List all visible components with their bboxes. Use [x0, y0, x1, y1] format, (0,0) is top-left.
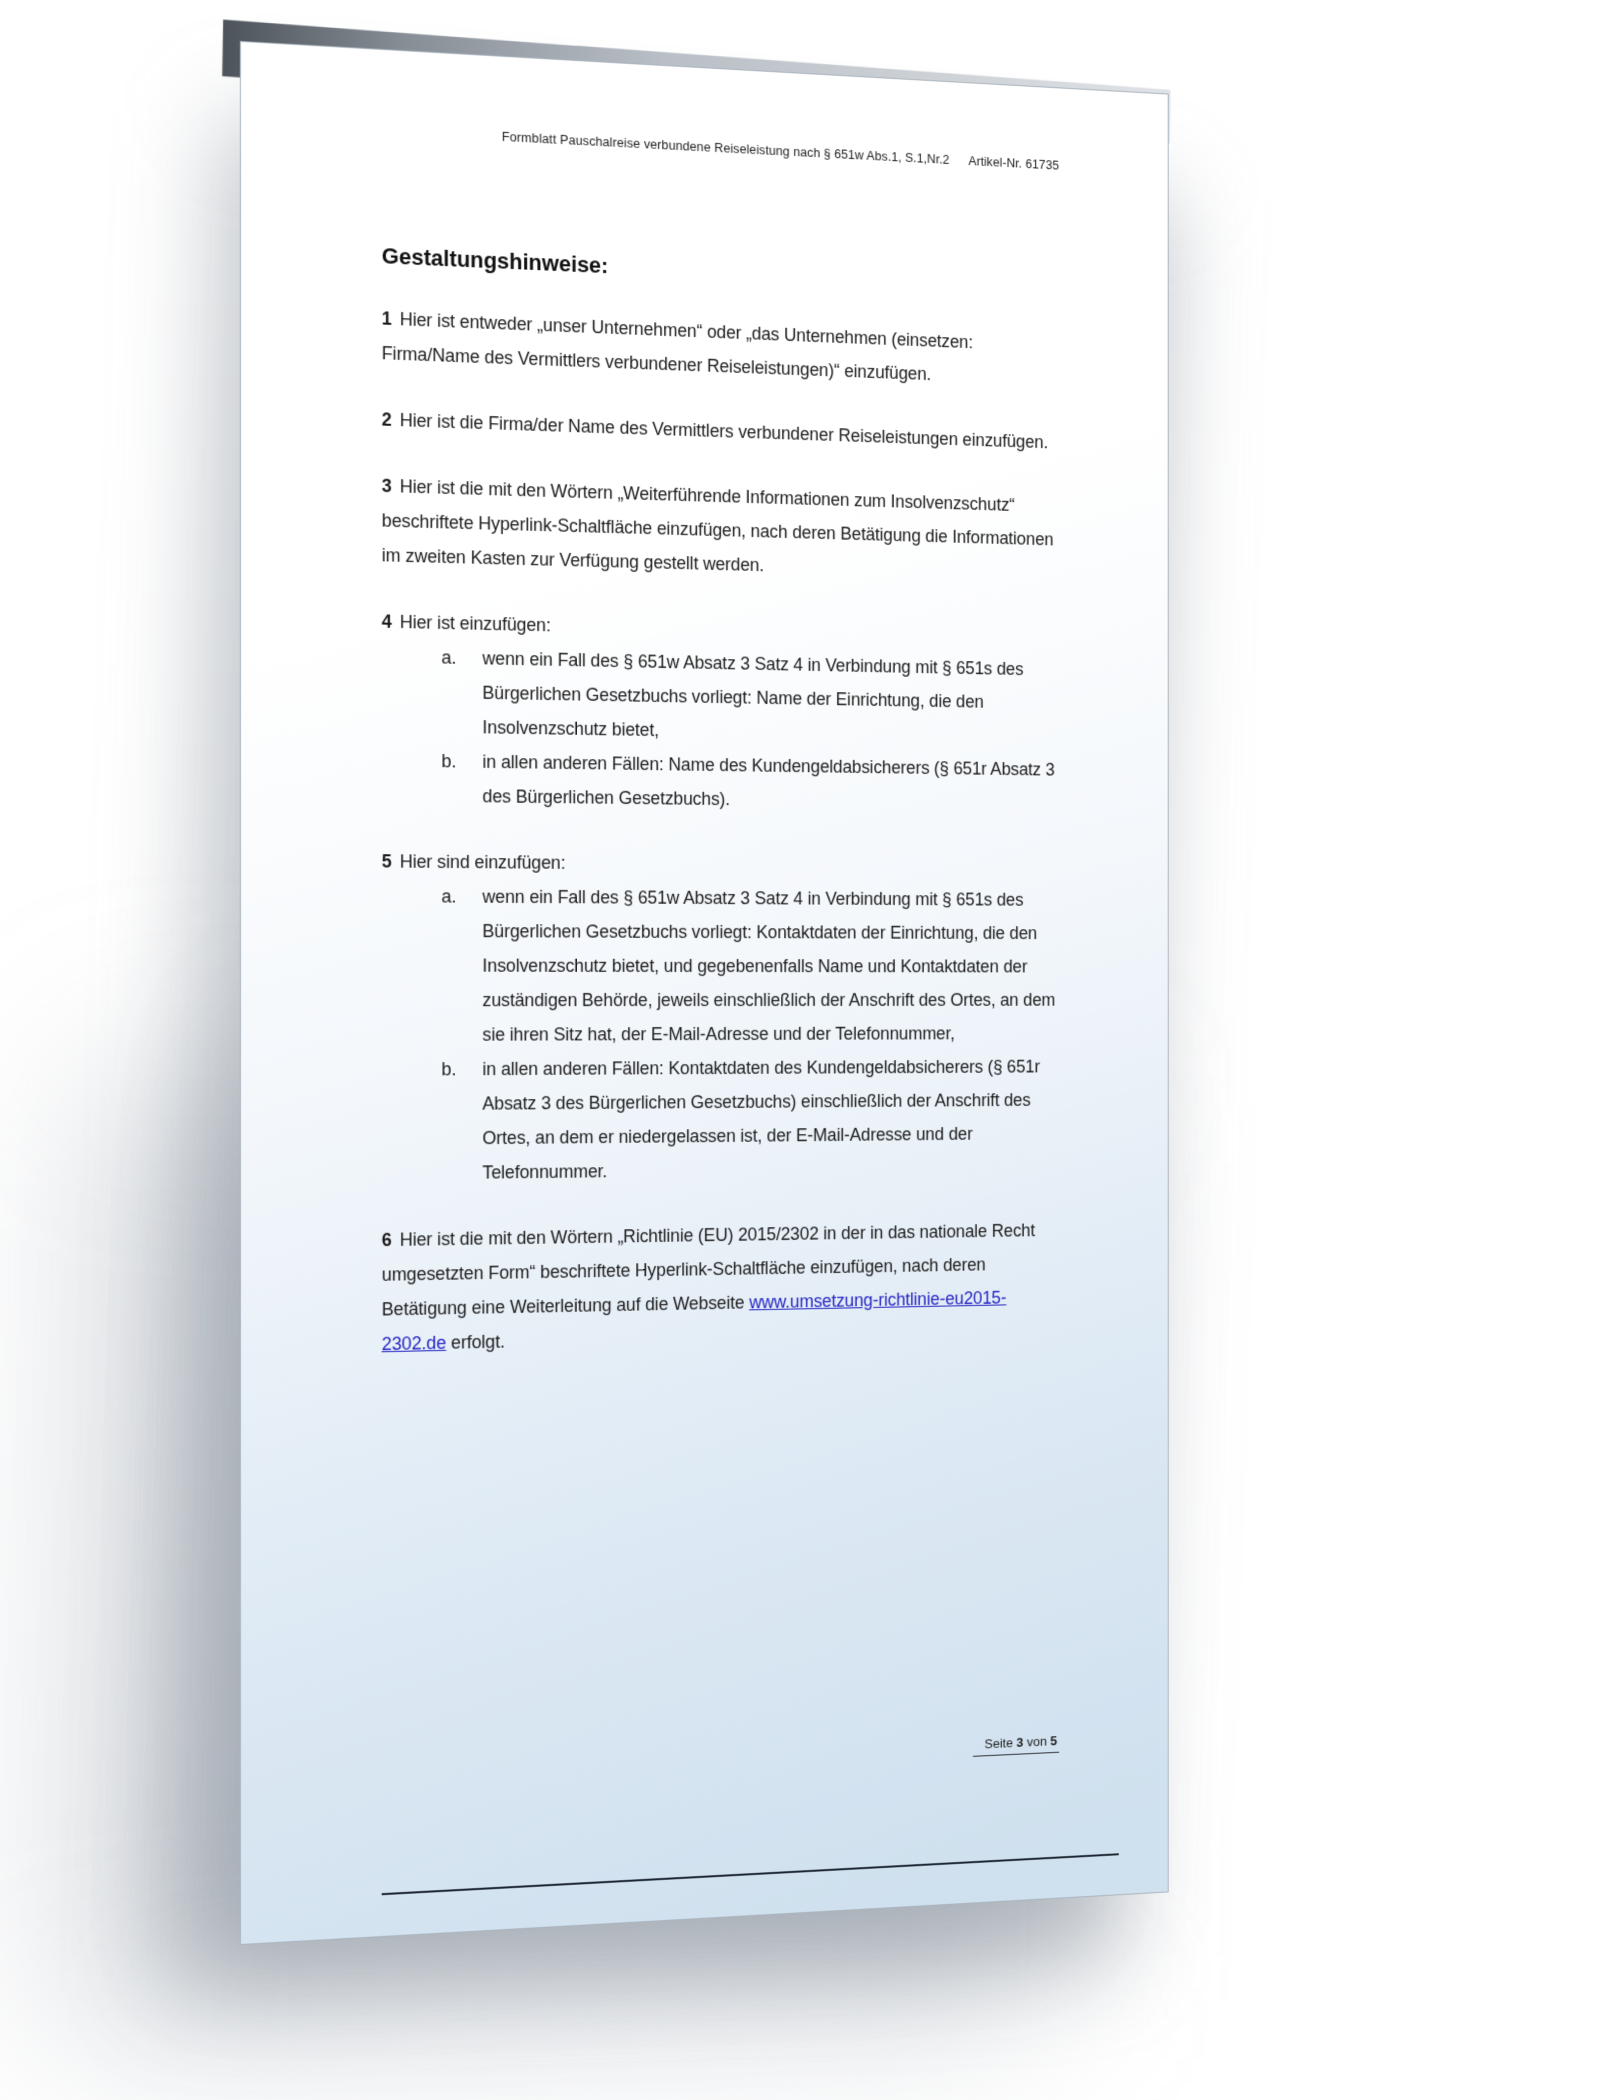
- document-scene: [240, 41, 1169, 1945]
- note-3-text: Hier ist die mit den Wörtern „Weiterführende Informationen zum Insolvenzschutz“ beschriftete Hyperlink-Schaltfläche einzufügen, nach deren Betätigung die Informationen im zweiten Kasten zur Verfügung gestellt werden.: [381, 476, 1054, 576]
- list-item: [441, 879, 1059, 1052]
- current-page-number: 3: [1016, 1734, 1024, 1750]
- note-5-number: 5: [381, 851, 392, 872]
- note-5: [382, 844, 1059, 1191]
- document-page: [240, 41, 1169, 1945]
- note-6-text-after-link: erfolgt.: [451, 1331, 505, 1353]
- note-5-sublist: [382, 879, 1059, 1191]
- note-3: [382, 468, 1059, 589]
- note-6-number: 6: [381, 1229, 392, 1251]
- list-item-marker: b.: [441, 750, 457, 772]
- note-4-number: 4: [381, 611, 392, 632]
- document-header: [382, 123, 1059, 172]
- footer-rule: [382, 1853, 1119, 1895]
- form-reference: Formblatt Pauschalreise verbundene Reiseleistung nach § 651w Abs.1, S.1,Nr.2: [501, 129, 950, 167]
- note-5-intro: [382, 844, 1059, 883]
- list-item-marker: a.: [441, 647, 457, 668]
- note-1-number: 1: [381, 308, 392, 329]
- list-item-marker: a.: [441, 886, 457, 907]
- footer: [973, 1733, 1059, 1757]
- note-4: [382, 604, 1059, 820]
- note-4-text: Hier ist einzufügen:: [399, 611, 551, 636]
- note-2-number: 2: [381, 409, 392, 430]
- list-item-marker: b.: [441, 1059, 457, 1080]
- note-1: [382, 301, 1059, 396]
- list-item: [441, 744, 1059, 820]
- page-number-label: Seite: [984, 1735, 1013, 1752]
- total-page-number: 5: [1050, 1733, 1058, 1749]
- page-number-of-label: von: [1026, 1733, 1047, 1750]
- note-3-number: 3: [381, 475, 392, 497]
- list-item-text: in allen anderen Fällen: Name des Kundengeldabsicherers (§ 651r Absatz 3 des Bürgerlichen Gesetzbuchs).: [482, 751, 1055, 810]
- list-item-text: in allen anderen Fällen: Kontaktdaten des Kundengeldabsicherers (§ 651r Absatz 3 des Bürgerlichen Gesetzbuchs) einschließlich der Anschrift des Ortes, an dem er niedergelassen ist, der E-Mail-Adresse und der Telefonnummer.: [482, 1056, 1040, 1183]
- note-4-sublist: [382, 639, 1059, 820]
- note-1-text: Hier ist entweder „unser Unternehmen“ oder „das Unternehmen (einsetzen: Firma/Name des Vermittlers verbundener Reiseleistungen)“ einzufügen.: [381, 308, 973, 385]
- note-2-text: Hier ist die Firma/der Name des Vermittlers verbundener Reiseleistungen einzufügen.: [399, 409, 1049, 453]
- note-5-text: Hier sind einzufügen:: [399, 851, 566, 873]
- page-number: [973, 1733, 1059, 1757]
- list-item: [441, 640, 1059, 753]
- note-6: [382, 1213, 1059, 1361]
- list-item-text: wenn ein Fall des § 651w Absatz 3 Satz 4 in Verbindung mit § 651s des Bürgerlichen Gesetzbuchs vorliegt: Name der Einrichtung, die den Insolvenzschutz bietet,: [482, 648, 1024, 741]
- richtlinie-website-link[interactable]: www.umsetzung-richtlinie-eu2015-2302.de: [381, 1287, 1007, 1355]
- list-item-text: wenn ein Fall des § 651w Absatz 3 Satz 4 in Verbindung mit § 651s des Bürgerlichen Gesetzbuchs vorliegt: Kontaktdaten der Einrichtung, die den Insolvenzschutz bietet, und gegebenenfalls Name und Kontaktdaten der zuständigen Behörde, jeweils einschließlich der Anschrift des Ortes, an dem sie ihren Sitz hat, der E-Mail-Adresse und der Telefonnummer,: [482, 886, 1056, 1045]
- page-content: [382, 50, 1059, 1361]
- note-2: [382, 402, 1059, 459]
- note-6-text-before-link: Hier ist die mit den Wörtern „Richtlinie (EU) 2015/2302 in der in das nationale Recht umgesetzten Form“ beschriftete Hyperlink-Schaltfläche einzufügen, nach deren Betätigung eine Weiterleitung auf die Webseite: [381, 1220, 1035, 1320]
- page-title: Gestaltungshinweise:: [381, 243, 609, 279]
- article-number: Artikel-Nr. 61735: [968, 154, 1060, 173]
- list-item: [441, 1050, 1059, 1191]
